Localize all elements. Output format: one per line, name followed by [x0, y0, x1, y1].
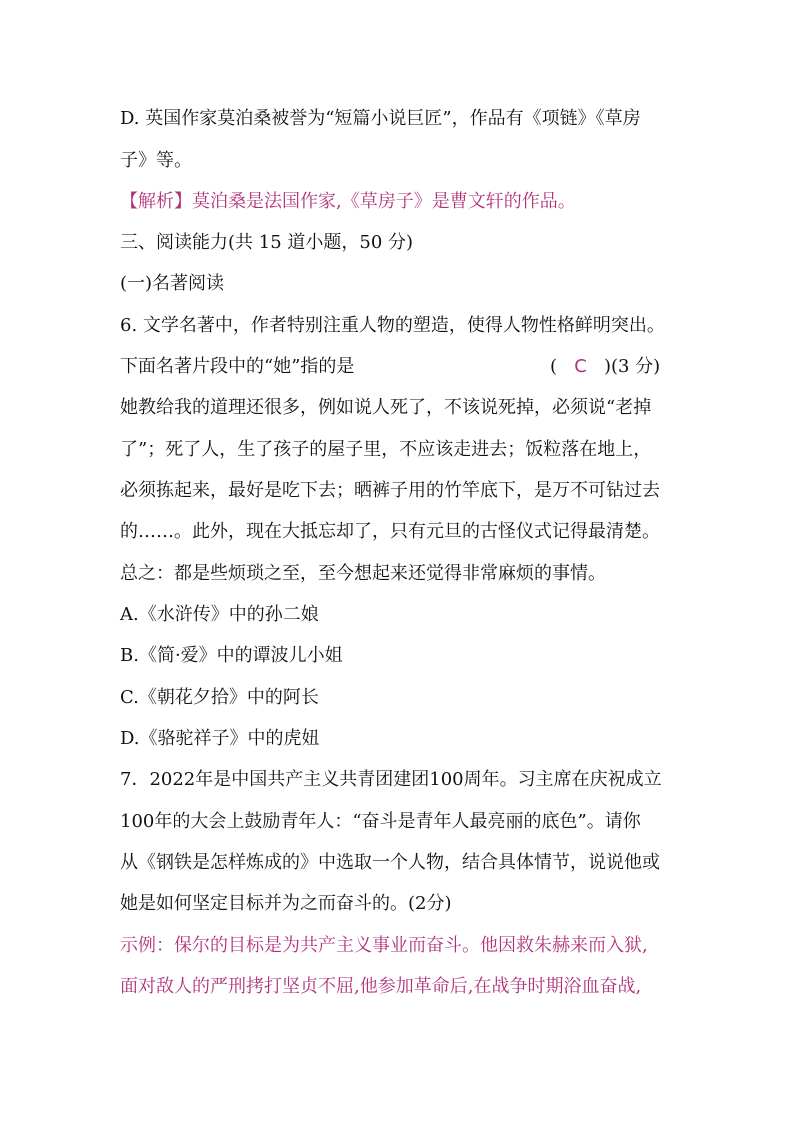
- question-7-line-1: 7．2022年是中国共产主义共青团建团100周年。习主席在庆祝成立: [120, 769, 662, 790]
- question-7-line-2: 100年的大会上鼓励青年人：“奋斗是青年人最亮丽的底色”。请你: [120, 811, 641, 832]
- excerpt-line-1: 她教给我的道理还很多，例如说人死了，不该说死掉，必须说“老掉: [120, 397, 652, 418]
- option-d-line-1: D. 英国作家莫泊桑被誉为“短篇小说巨匠”，作品有《项链》《草房: [120, 108, 641, 129]
- excerpt-line-3: 必须拣起来，最好是吃下去；晒裤子用的竹竿底下，是万不可钻过去: [120, 480, 660, 501]
- answer-letter: C: [574, 356, 587, 377]
- option-a: A.《水浒传》中的孙二娘: [120, 604, 319, 625]
- answer-open-paren: (: [550, 356, 558, 377]
- question-6-stem-2: [120, 355, 680, 379]
- excerpt-line-2: 了”；死了人，生了孩子的屋子里，不应该走进去；饭粒落在地上，: [120, 439, 652, 460]
- answer-close-paren: )(3 分): [603, 356, 661, 377]
- excerpt-line-4: 的……。此外，现在大抵忘却了，只有元旦的古怪仪式记得最清楚。: [120, 521, 660, 542]
- option-d-line-2: 子》等。: [120, 150, 192, 171]
- question-7-line-4: 她是如何坚定目标并为之而奋斗的。(2分): [120, 893, 452, 914]
- excerpt-line-5: 总之：都是些烦琐之至，至今想起来还觉得非常麻烦的事情。: [120, 563, 606, 584]
- question-6-answer-bracket: [550, 355, 660, 379]
- sample-answer-line-1: 示例：保尔的目标是为共产主义事业而奋斗。他因救朱赫来而入狱,: [120, 935, 648, 956]
- section-heading: 三、阅读能力(共 15 道小题，50 分): [120, 232, 414, 253]
- option-c: C.《朝花夕拾》中的阿长: [120, 687, 319, 708]
- analysis-note: 【解析】莫泊桑是法国作家,《草房子》是曹文轩的作品。: [120, 191, 576, 212]
- sample-answer-line-2: 面对敌人的严刑拷打坚贞不屈,他参加革命后,在战争时期浴血奋战,: [120, 976, 642, 997]
- question-6-stem-1: 6. 文学名著中，作者特别注重人物的塑造，使得人物性格鲜明突出。: [120, 315, 665, 336]
- question-6-prompt: 下面名著片段中的“她”指的是: [120, 356, 355, 377]
- subsection-heading: (一)名著阅读: [120, 273, 225, 294]
- question-7-line-3: 从《钢铁是怎样炼成的》中选取一个人物，结合具体情节，说说他或: [120, 852, 660, 873]
- option-d: D.《骆驼祥子》中的虎妞: [120, 728, 320, 749]
- option-b: B.《简·爱》中的谭波儿小姐: [120, 645, 343, 666]
